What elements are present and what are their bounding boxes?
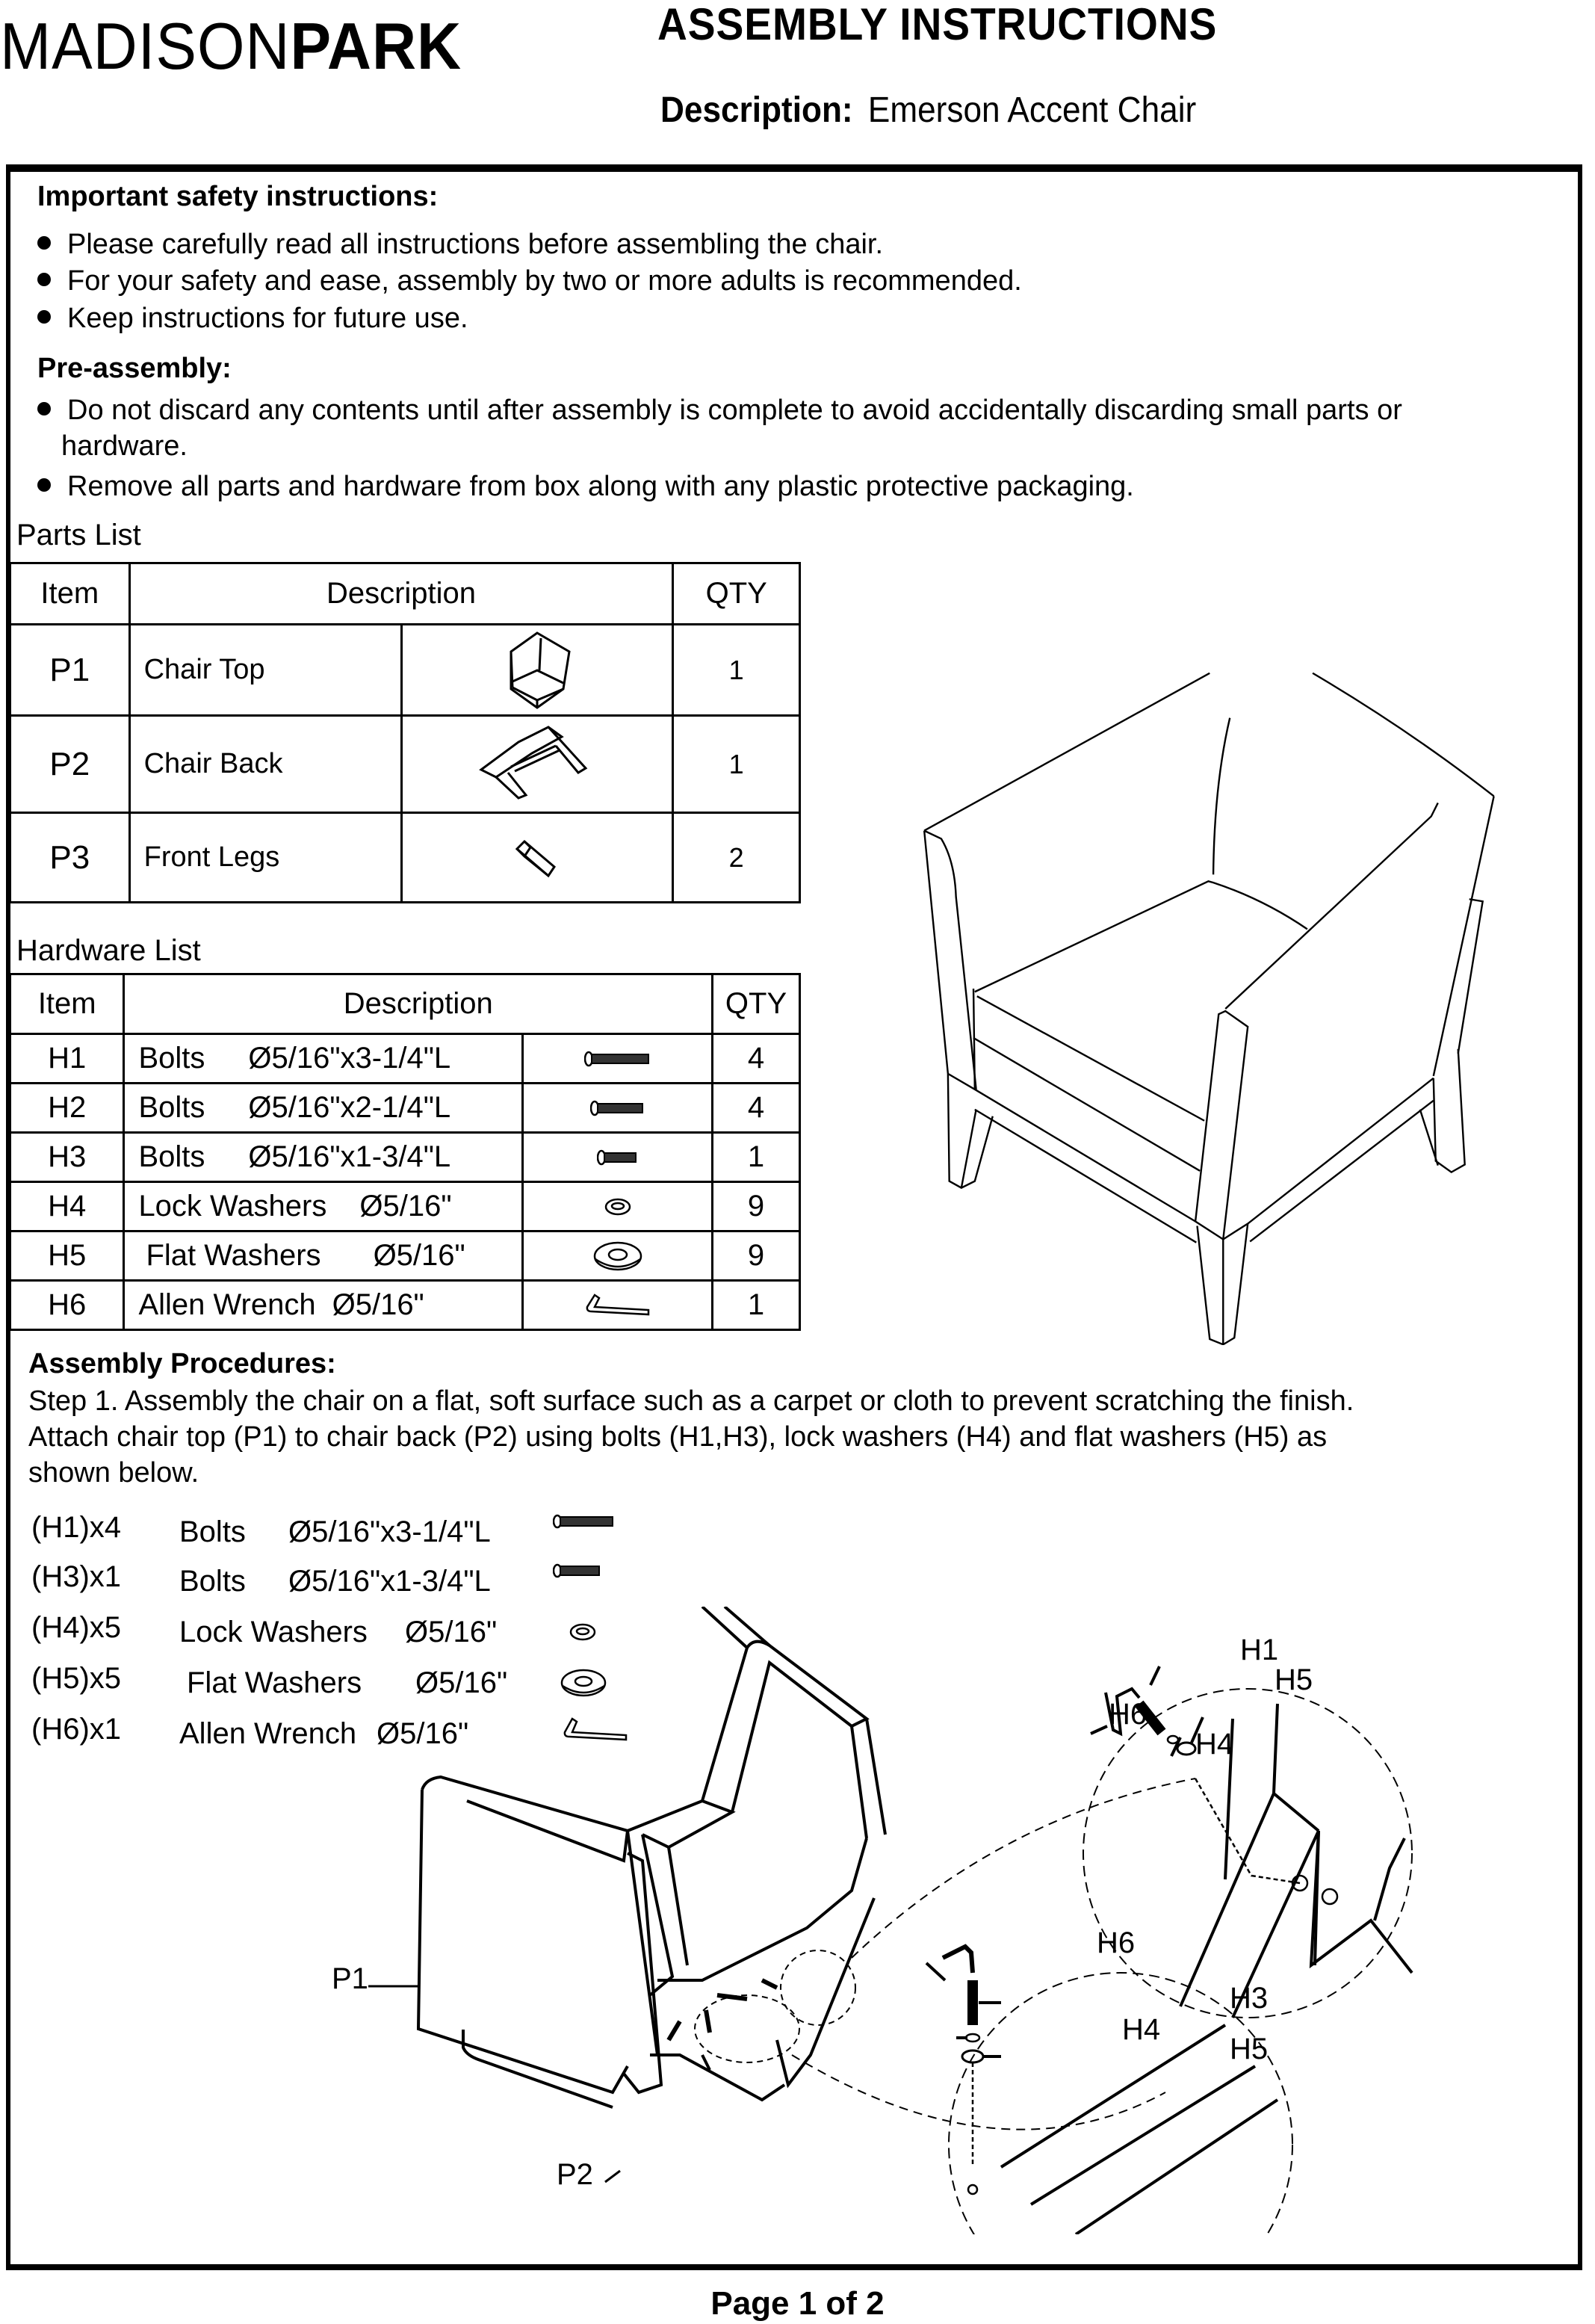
table-row xyxy=(10,1034,800,1084)
lock-washer-icon xyxy=(524,1196,711,1217)
hardware-list-title: Hardware List xyxy=(16,934,201,967)
table-row xyxy=(10,625,800,716)
hw-qty: 4 xyxy=(713,1034,800,1084)
page-number: Page 1 of 2 xyxy=(710,2285,885,2322)
step1-hw-qty: (H1)x4 xyxy=(31,1511,122,1544)
hw-qty: 4 xyxy=(713,1084,800,1133)
part-qty: 1 xyxy=(673,716,800,813)
table-row xyxy=(10,1231,800,1281)
bullet-icon xyxy=(37,478,51,492)
part-description: Front Legs xyxy=(129,813,402,903)
pre-assembly-item: Remove all parts and hardware from box along with any plastic protective packaging. xyxy=(37,471,1134,503)
step1-line: shown below. xyxy=(28,1457,199,1489)
hw-item: H6 xyxy=(10,1281,124,1330)
hw-image-cell xyxy=(523,1182,713,1231)
pre-assembly-item-cont: hardware. xyxy=(61,430,188,462)
hw-item: H4 xyxy=(10,1182,124,1231)
step1-hw-spec: Ø5/16"x1-3/4"L xyxy=(288,1565,491,1598)
label-p1: P1 xyxy=(332,1962,368,1995)
safety-item: Keep instructions for future use. xyxy=(37,303,468,335)
parts-list-title: Parts List xyxy=(16,519,141,551)
description-label: Description: xyxy=(660,90,853,130)
long-bolt-icon xyxy=(553,1514,616,1529)
long-bolt-icon xyxy=(524,1051,711,1067)
hw-image-cell xyxy=(523,1034,713,1084)
table-row xyxy=(10,1133,800,1182)
step1-hw-qty: (H3)x1 xyxy=(31,1560,122,1593)
step1-hw-qty: (H5)x5 xyxy=(31,1662,122,1695)
hw-image-cell xyxy=(523,1084,713,1133)
table-row xyxy=(10,1084,800,1133)
col-header-item: Item xyxy=(10,563,130,625)
step1-hw-qty: (H6)x1 xyxy=(31,1713,122,1746)
brand-logo xyxy=(0,9,462,83)
table-row xyxy=(10,1281,800,1330)
step1-hw-qty: (H4)x5 xyxy=(31,1611,122,1644)
procedures-heading: Assembly Procedures: xyxy=(28,1348,336,1379)
part-qty: 1 xyxy=(673,625,800,716)
step1-line: Attach chair top (P1) to chair back (P2) using bolts (H1,H3), lock washers (H4) and flat washers (H5) as xyxy=(28,1421,1328,1453)
hardware-list-header-row xyxy=(10,974,800,1034)
hardware-list-table xyxy=(9,973,801,1331)
step1-hw-name: Bolts xyxy=(179,1565,246,1598)
assembled-chair-illustration xyxy=(896,673,1595,1345)
bullet-icon xyxy=(37,273,51,286)
col-header-description: Description xyxy=(124,974,713,1034)
label-h6: H6 xyxy=(1097,1926,1136,1959)
step1-hw-name: Bolts xyxy=(179,1515,246,1548)
hw-description: Bolts Ø5/16"x1-3/4"L xyxy=(124,1133,523,1182)
step1-line: Step 1. Assembly the chair on a flat, soft surface such as a carpet or cloth to prevent scratching the finish. xyxy=(28,1385,1354,1417)
part-item: P1 xyxy=(10,625,130,716)
label-h1: H1 xyxy=(1240,1634,1279,1666)
pre-assembly-item: Do not discard any contents until after assembly is complete to avoid accidentally discarding small parts or xyxy=(37,395,1402,427)
hw-item: H5 xyxy=(10,1231,124,1281)
label-p2: P2 xyxy=(557,2158,593,2191)
table-row xyxy=(10,716,800,813)
label-h5: H5 xyxy=(1275,1663,1313,1696)
hw-image-cell xyxy=(523,1133,713,1182)
medium-bolt-icon xyxy=(524,1100,711,1116)
table-row xyxy=(10,1182,800,1231)
step1-hw-name: Flat Washers xyxy=(187,1666,362,1699)
hw-image-cell xyxy=(523,1281,713,1330)
step1-hw-spec: Ø5/16" xyxy=(415,1666,508,1699)
part-description: Chair Top xyxy=(129,625,402,716)
part-image-cell xyxy=(402,813,673,903)
col-header-qty: QTY xyxy=(713,974,800,1034)
step1-hw-spec: Ø5/16" xyxy=(377,1717,469,1750)
brand-logo-thin: MADISON xyxy=(0,9,291,83)
bullet-icon xyxy=(37,402,51,415)
safety-item: Please carefully read all instructions before assembling the chair. xyxy=(37,229,883,261)
part-item: P2 xyxy=(10,716,130,813)
part-qty: 2 xyxy=(673,813,800,903)
step1-assembly-diagram xyxy=(329,1607,1591,2234)
part-item: P3 xyxy=(10,813,130,903)
description-value: Emerson Accent Chair xyxy=(867,90,1197,130)
label-h4: H4 xyxy=(1195,1728,1234,1761)
short-bolt-icon xyxy=(553,1563,602,1578)
pre-assembly-heading: Pre-assembly: xyxy=(37,353,232,384)
hw-description: Bolts Ø5/16"x2-1/4"L xyxy=(124,1084,523,1133)
hw-description: Bolts Ø5/16"x3-1/4"L xyxy=(124,1034,523,1084)
hw-qty: 1 xyxy=(713,1281,800,1330)
col-header-item: Item xyxy=(10,974,124,1034)
document-title: ASSEMBLY INSTRUCTIONS xyxy=(657,0,1218,49)
col-header-qty: QTY xyxy=(673,563,800,625)
label-h4: H4 xyxy=(1122,2013,1161,2046)
front-leg-icon xyxy=(403,835,672,880)
hw-description: Flat Washers Ø5/16" xyxy=(124,1231,523,1281)
safety-item: For your safety and ease, assembly by two or more adults is recommended. xyxy=(37,265,1022,297)
hw-qty: 9 xyxy=(713,1231,800,1281)
chair-top-icon xyxy=(403,629,672,711)
label-h3: H3 xyxy=(1230,1982,1269,2015)
hw-item: H1 xyxy=(10,1034,124,1084)
bullet-icon xyxy=(37,236,51,250)
step1-hw-name: Allen Wrench xyxy=(179,1717,357,1750)
col-header-description: Description xyxy=(129,563,673,625)
part-image-cell xyxy=(402,625,673,716)
label-h6: H6 xyxy=(1109,1698,1148,1731)
safety-heading: Important safety instructions: xyxy=(37,181,439,212)
part-image-cell xyxy=(402,716,673,813)
short-bolt-icon xyxy=(524,1149,711,1166)
step1-hw-name: Lock Washers xyxy=(179,1616,368,1648)
hw-item: H3 xyxy=(10,1133,124,1182)
product-description xyxy=(660,90,1196,131)
step1-hw-spec: Ø5/16"x3-1/4"L xyxy=(288,1515,491,1548)
hw-item: H2 xyxy=(10,1084,124,1133)
hw-image-cell xyxy=(523,1231,713,1281)
flat-washer-icon xyxy=(524,1240,711,1273)
table-row xyxy=(10,813,800,903)
part-description: Chair Back xyxy=(129,716,402,813)
step1-hw-spec: Ø5/16" xyxy=(405,1616,498,1648)
hw-description: Allen Wrench Ø5/16" xyxy=(124,1281,523,1330)
label-h5: H5 xyxy=(1230,2033,1269,2065)
allen-wrench-icon xyxy=(524,1292,711,1319)
hw-qty: 9 xyxy=(713,1182,800,1231)
parts-list-table xyxy=(9,562,801,903)
bullet-icon xyxy=(37,310,51,324)
hw-qty: 1 xyxy=(713,1133,800,1182)
hw-description: Lock Washers Ø5/16" xyxy=(124,1182,523,1231)
parts-list-header-row xyxy=(10,563,800,625)
brand-logo-bold: PARK xyxy=(290,9,462,83)
chair-back-icon xyxy=(403,723,672,806)
